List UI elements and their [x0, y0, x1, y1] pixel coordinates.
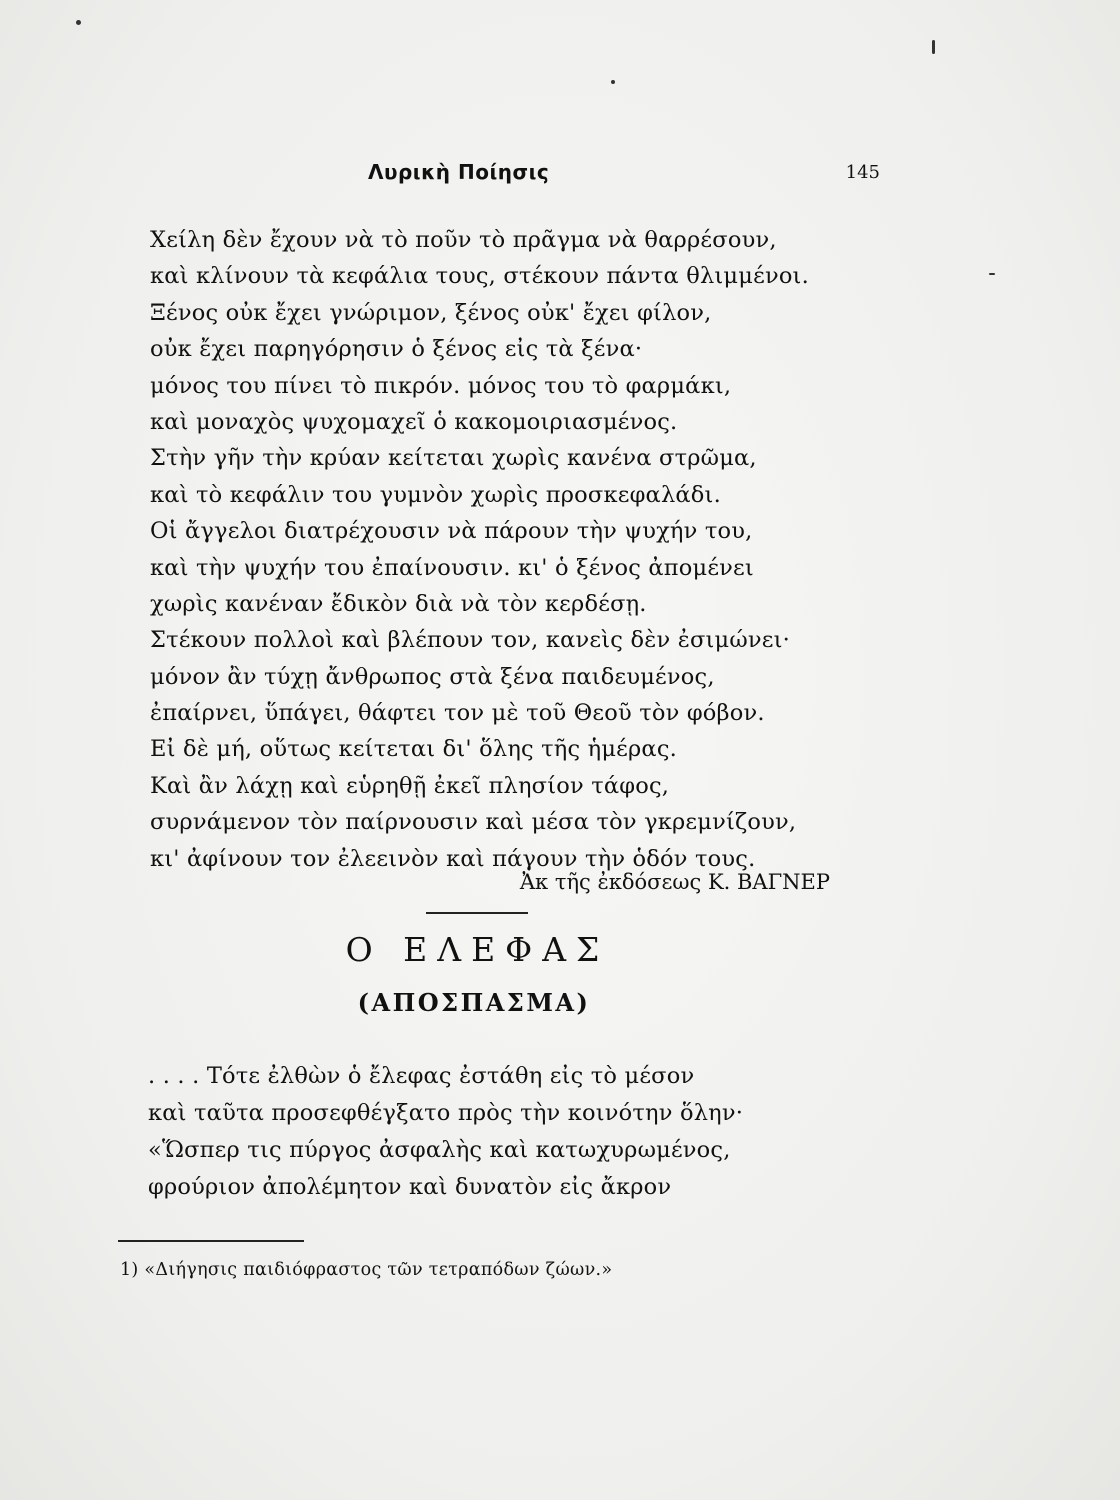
ink-speck — [611, 80, 615, 84]
poem-line: καὶ μοναχὸς ψυχομαχεῖ ὁ κακομοιριασμένος. — [150, 408, 678, 435]
poem-line: χωρὶς κανέναν ἔδικὸν διὰ νὰ τὸν κερδέσῃ. — [150, 590, 647, 617]
footnote-divider — [118, 1240, 304, 1242]
poem-line: συρνάμενον τὸν παίρνουσιν καὶ μέσα τὸν γκρεμνίζουν, — [150, 809, 797, 836]
page-number: 145 — [845, 162, 880, 183]
poem-line: ἐπαίρνει, ὕπάγει, θάφτει τον μὲ τοῦ Θεοῦ τὸν φόβον. — [150, 700, 765, 727]
ink-speck — [989, 273, 995, 275]
running-head: Λυρικὴ Ποίησις — [368, 160, 550, 184]
excerpt-line: φρούριον ἀπολέμητον καὶ δυνατὸν εἰς ἄκρον — [148, 1174, 672, 1200]
poem-line: Στὴν γῆν τὴν κρύαν κείτεται χωρὶς κανένα στρῶμα, — [150, 445, 757, 472]
excerpt-line: «Ὥσπερ τις πύργος ἀσφαλὴς καὶ κατωχυρωμένος, — [148, 1137, 731, 1163]
poem-text — [150, 222, 850, 877]
excerpt-line: . . . . Τότε ἐλθὼν ὁ ἔλεφας ἐστάθη εἰς τὸ μέσον — [148, 1063, 695, 1089]
poem-source: Ἀκ τῆς ἐκδόσεως Κ. ΒΑΓΝΕΡ — [519, 870, 830, 894]
ink-speck — [76, 20, 81, 25]
poem-line: Οἱ ἄγγελοι διατρέχουσιν νὰ πάρουν τὴν ψυχήν του, — [150, 518, 753, 545]
section-subtitle: (ΑΠΟΣΠΑΣΜΑ) — [357, 988, 591, 1017]
poem-line: μόνος του πίνει τὸ πικρόν. μόνος του τὸ φαρμάκι, — [150, 372, 732, 399]
section-title: Ο ΕΛΕΦΑΣ — [345, 930, 610, 969]
poem-line: Ξένος οὐκ ἔχει γνώριμον, ξένος οὐκ' ἔχει φίλον, — [150, 299, 712, 326]
section-divider — [426, 912, 528, 914]
excerpt-text — [148, 1058, 848, 1206]
poem-line: καὶ κλίνουν τὰ κεφάλια τους, στέκουν πάντα θλιμμένοι. — [150, 263, 809, 290]
poem-line: Στέκουν πολλοὶ καὶ βλέπουν τον, κανεὶς δὲν ἐσιμώνει· — [150, 627, 791, 654]
poem-line: Καὶ ἂν λάχῃ καὶ εὑρηθῇ ἐκεῖ πλησίον τάφος, — [150, 772, 670, 799]
ink-speck — [932, 40, 935, 54]
excerpt-line: καὶ ταῦτα προσεφθέγξατο πρὸς τὴν κοινότην ὅλην· — [148, 1100, 744, 1126]
poem-line: καὶ τὸ κεφάλιν του γυμνὸν χωρὶς προσκεφαλάδι. — [150, 481, 721, 508]
page-header — [150, 160, 880, 190]
poem-line: καὶ τὴν ψυχήν του ἐπαίνουσιν. κι' ὁ ξένος ἀπομένει — [150, 554, 754, 581]
poem-line: κι' ἀφίνουν τον ἐλεεινὸν καὶ πάγουν τὴν ὁδόν τους. — [150, 845, 756, 872]
footnote: 1) «Διήγησις παιδιόφραστος τῶν τετραπόδων ζώων.» — [120, 1260, 613, 1280]
poem-line: οὐκ ἔχει παρηγόρησιν ὁ ξένος εἰς τὰ ξένα· — [150, 336, 643, 363]
poem-line: μόνον ἂν τύχῃ ἄνθρωπος στὰ ξένα παιδευμένος, — [150, 663, 715, 690]
poem-line: Χείλη δὲν ἔχουν νὰ τὸ ποῦν τὸ πρᾶγμα νὰ θαρρέσουν, — [150, 227, 777, 253]
poem-line: Εἰ δὲ μή, οὕτως κείτεται δι' ὅλης τῆς ἡμέρας. — [150, 736, 677, 763]
